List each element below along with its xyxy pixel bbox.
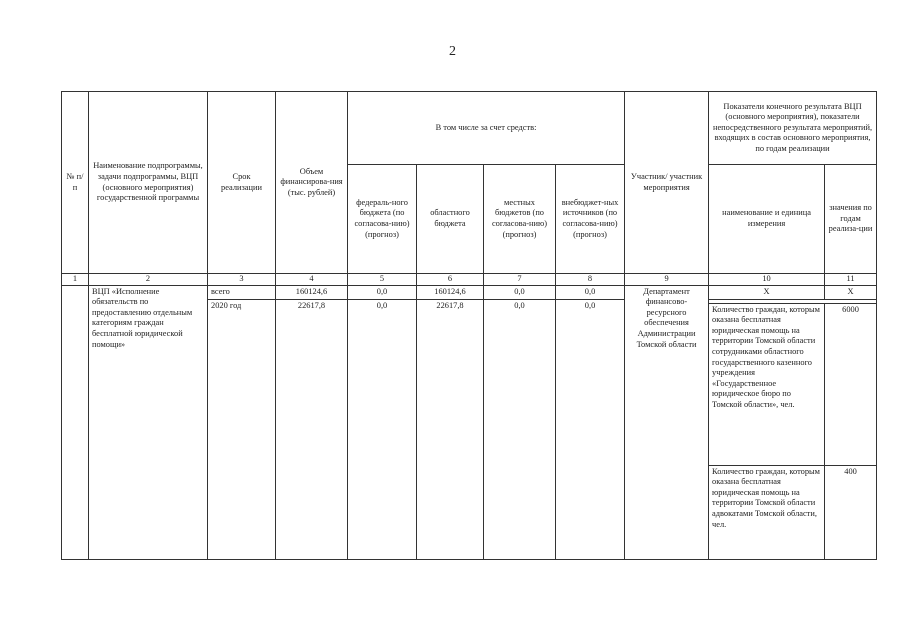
col-number: 4 — [276, 274, 348, 286]
row-term: 2020 год — [208, 299, 276, 559]
indicator-value: X — [825, 285, 877, 299]
row-volume: 22617,8 — [276, 299, 348, 559]
indicator-name: X — [709, 285, 825, 299]
col-number: 11 — [825, 274, 877, 286]
header-regional: областного бюджета — [417, 165, 484, 274]
header-indicator-name: наименование и единица измерения — [709, 165, 825, 274]
program-name: ВЦП «Исполнение обязательств по предоставлению отдельным категориям граждан бесплатной юридической помощи» — [89, 285, 208, 559]
col-number: 7 — [484, 274, 556, 286]
col-number: 1 — [62, 274, 89, 286]
indicator-name: Количество граждан, которым оказана бесплатная юридическая помощь на территории Томской области сотрудниками областного государственного казенного учреждения «Государственное юридическое бюро по Томской области», чел. — [709, 303, 825, 465]
header-participant: Участник/ участник мероприятия — [625, 92, 709, 274]
row-local: 0,0 — [484, 299, 556, 559]
indicator-value: 400 — [825, 465, 877, 559]
col-number: 10 — [709, 274, 825, 286]
header-volume: Объем финансирова-ния (тыс. рублей) — [276, 92, 348, 274]
col-number: 2 — [89, 274, 208, 286]
row-federal: 0,0 — [348, 299, 417, 559]
header-local: местных бюджетов (по согласова-нию) (прогноз) — [484, 165, 556, 274]
row-extra: 0,0 — [556, 299, 625, 559]
header-indicator-value: значения по годам реализа-ции — [825, 165, 877, 274]
header-term: Срок реализации — [208, 92, 276, 274]
indicator-value: 6000 — [825, 303, 877, 465]
col-number: 5 — [348, 274, 417, 286]
header-indicators-group: Показатели конечного результата ВЦП (основного мероприятия), показатели непосредственного результата мероприятий, входящих в состав основного мероприятия, по годам реализации — [709, 92, 877, 165]
indicator-name: Количество граждан, которым оказана бесплатная юридическая помощь на территории Томской области адвокатами Томской области, чел. — [709, 465, 825, 559]
row-volume: 160124,6 — [276, 285, 348, 299]
header-num: № п/п — [62, 92, 89, 274]
row-extra: 0,0 — [556, 285, 625, 299]
row-num-cell — [62, 285, 89, 559]
row-term: всего — [208, 285, 276, 299]
row-federal: 0,0 — [348, 285, 417, 299]
col-number: 9 — [625, 274, 709, 286]
header-extra: внебюджет-ных источников (по согласова-нию) (прогноз) — [556, 165, 625, 274]
row-local: 0,0 — [484, 285, 556, 299]
header-sources-group: В том числе за счет средств: — [348, 92, 625, 165]
program-table — [61, 91, 877, 560]
row-regional: 22617,8 — [417, 299, 484, 559]
row-regional: 160124,6 — [417, 285, 484, 299]
header-federal: федераль-ного бюджета (по согласова-нию) (прогноз) — [348, 165, 417, 274]
header-name: Наименование подпрограммы, задачи подпрограммы, ВЦП (основного мероприятия) государственной программы — [89, 92, 208, 274]
program-participant: Департамент финансово-ресурсного обеспечения Администрации Томской области — [625, 285, 709, 559]
col-number: 8 — [556, 274, 625, 286]
col-number: 3 — [208, 274, 276, 286]
col-number: 6 — [417, 274, 484, 286]
page-number: 2 — [449, 44, 456, 59]
